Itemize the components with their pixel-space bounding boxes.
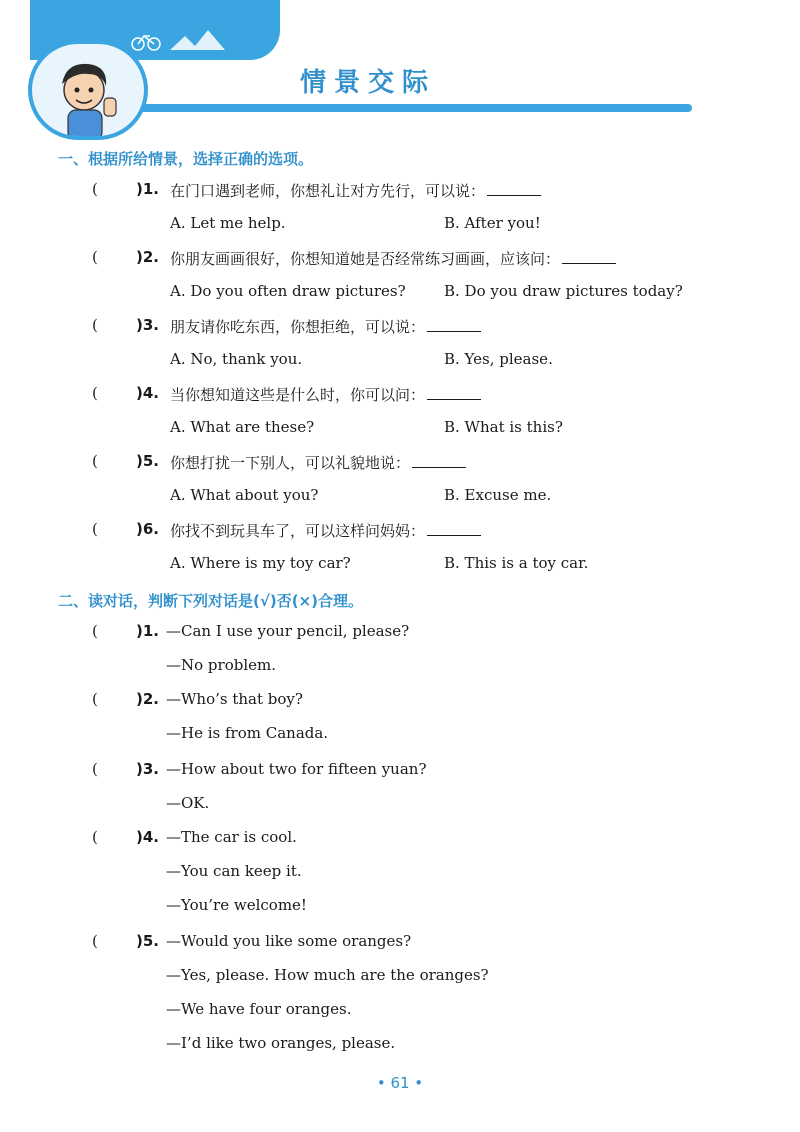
boy-thumbs-up-icon: [32, 44, 144, 136]
answer-paren[interactable]: (: [92, 248, 98, 266]
option-b: B. This is a toy car.: [444, 554, 589, 572]
option-b: B. Excuse me.: [444, 486, 552, 504]
dialogue-line: —How about two for fifteen yuan?: [166, 760, 427, 778]
question-number: )1.: [136, 622, 159, 640]
question-text: 朋友请你吃东西，你想拒绝，可以说：: [170, 316, 481, 337]
dialogue-line: —He is from Canada.: [166, 724, 329, 742]
section-2-heading: 二、读对话，判断下列对话是(√)否(×)合理。: [58, 592, 363, 610]
answer-blank[interactable]: [427, 535, 481, 536]
avatar: [28, 40, 148, 140]
option-b: B. After you!: [444, 214, 541, 232]
answer-paren[interactable]: (: [92, 932, 98, 950]
option-a: A. Where is my toy car?: [170, 554, 351, 572]
question-text: 当你想知道这些是什么时，你可以问：: [170, 384, 481, 405]
page-title: 情景交际: [300, 68, 437, 98]
answer-paren[interactable]: (: [92, 384, 98, 402]
answer-paren[interactable]: (: [92, 452, 98, 470]
dialogue-line: —You can keep it.: [166, 862, 302, 880]
dialogue-line: —You’re welcome!: [166, 896, 307, 914]
answer-paren[interactable]: (: [92, 690, 98, 708]
answer-blank[interactable]: [427, 331, 481, 332]
question-text: 你朋友画画很好，你想知道她是否经常练习画画，应该问：: [170, 248, 616, 269]
option-a: A. What are these?: [170, 418, 315, 436]
question-text: 在门口遇到老师，你想礼让对方先行，可以说：: [170, 180, 541, 201]
question-number: )5.: [136, 452, 159, 470]
dialogue-line: —Can I use your pencil, please?: [166, 622, 410, 640]
dialogue-line: —I’d like two oranges, please.: [166, 1034, 396, 1052]
page-number: • 61 •: [376, 1074, 424, 1092]
option-a: A. No, thank you.: [170, 350, 303, 368]
question-number: )5.: [136, 932, 159, 950]
question-number: )3.: [136, 760, 159, 778]
question-number: )3.: [136, 316, 159, 334]
question-number: )2.: [136, 248, 159, 266]
answer-blank[interactable]: [562, 263, 616, 264]
answer-blank[interactable]: [487, 195, 541, 196]
section-1-heading: 一、根据所给情景，选择正确的选项。: [58, 150, 314, 168]
answer-paren[interactable]: (: [92, 520, 98, 538]
option-b: B. Do you draw pictures today?: [444, 282, 683, 300]
answer-paren[interactable]: (: [92, 180, 98, 198]
dialogue-line: —We have four oranges.: [166, 1000, 352, 1018]
option-a: A. Let me help.: [170, 214, 286, 232]
dialogue-line: —Would you like some oranges?: [166, 932, 412, 950]
dialogue-line: —Yes, please. How much are the oranges?: [166, 966, 489, 984]
question-number: )4.: [136, 384, 159, 402]
answer-paren[interactable]: (: [92, 828, 98, 846]
question-number: )6.: [136, 520, 159, 538]
dialogue-line: —Who’s that boy?: [166, 690, 303, 708]
dialogue-line: —No problem.: [166, 656, 276, 674]
dialogue-line: —The car is cool.: [166, 828, 297, 846]
question-text: 你找不到玩具车了，可以这样问妈妈：: [170, 520, 481, 541]
option-b: B. Yes, please.: [444, 350, 553, 368]
option-a: A. What about you?: [170, 486, 319, 504]
answer-paren[interactable]: (: [92, 622, 98, 640]
question-number: )2.: [136, 690, 159, 708]
answer-paren[interactable]: (: [92, 316, 98, 334]
page-header: [0, 0, 800, 140]
answer-paren[interactable]: (: [92, 760, 98, 778]
header-underline: [92, 104, 692, 112]
option-a: A. Do you often draw pictures?: [170, 282, 406, 300]
dialogue-line: —OK.: [166, 794, 210, 812]
answer-blank[interactable]: [427, 399, 481, 400]
question-number: )1.: [136, 180, 159, 198]
answer-blank[interactable]: [412, 467, 466, 468]
question-number: )4.: [136, 828, 159, 846]
option-b: B. What is this?: [444, 418, 563, 436]
question-text: 你想打扰一下别人，可以礼貌地说：: [170, 452, 466, 473]
